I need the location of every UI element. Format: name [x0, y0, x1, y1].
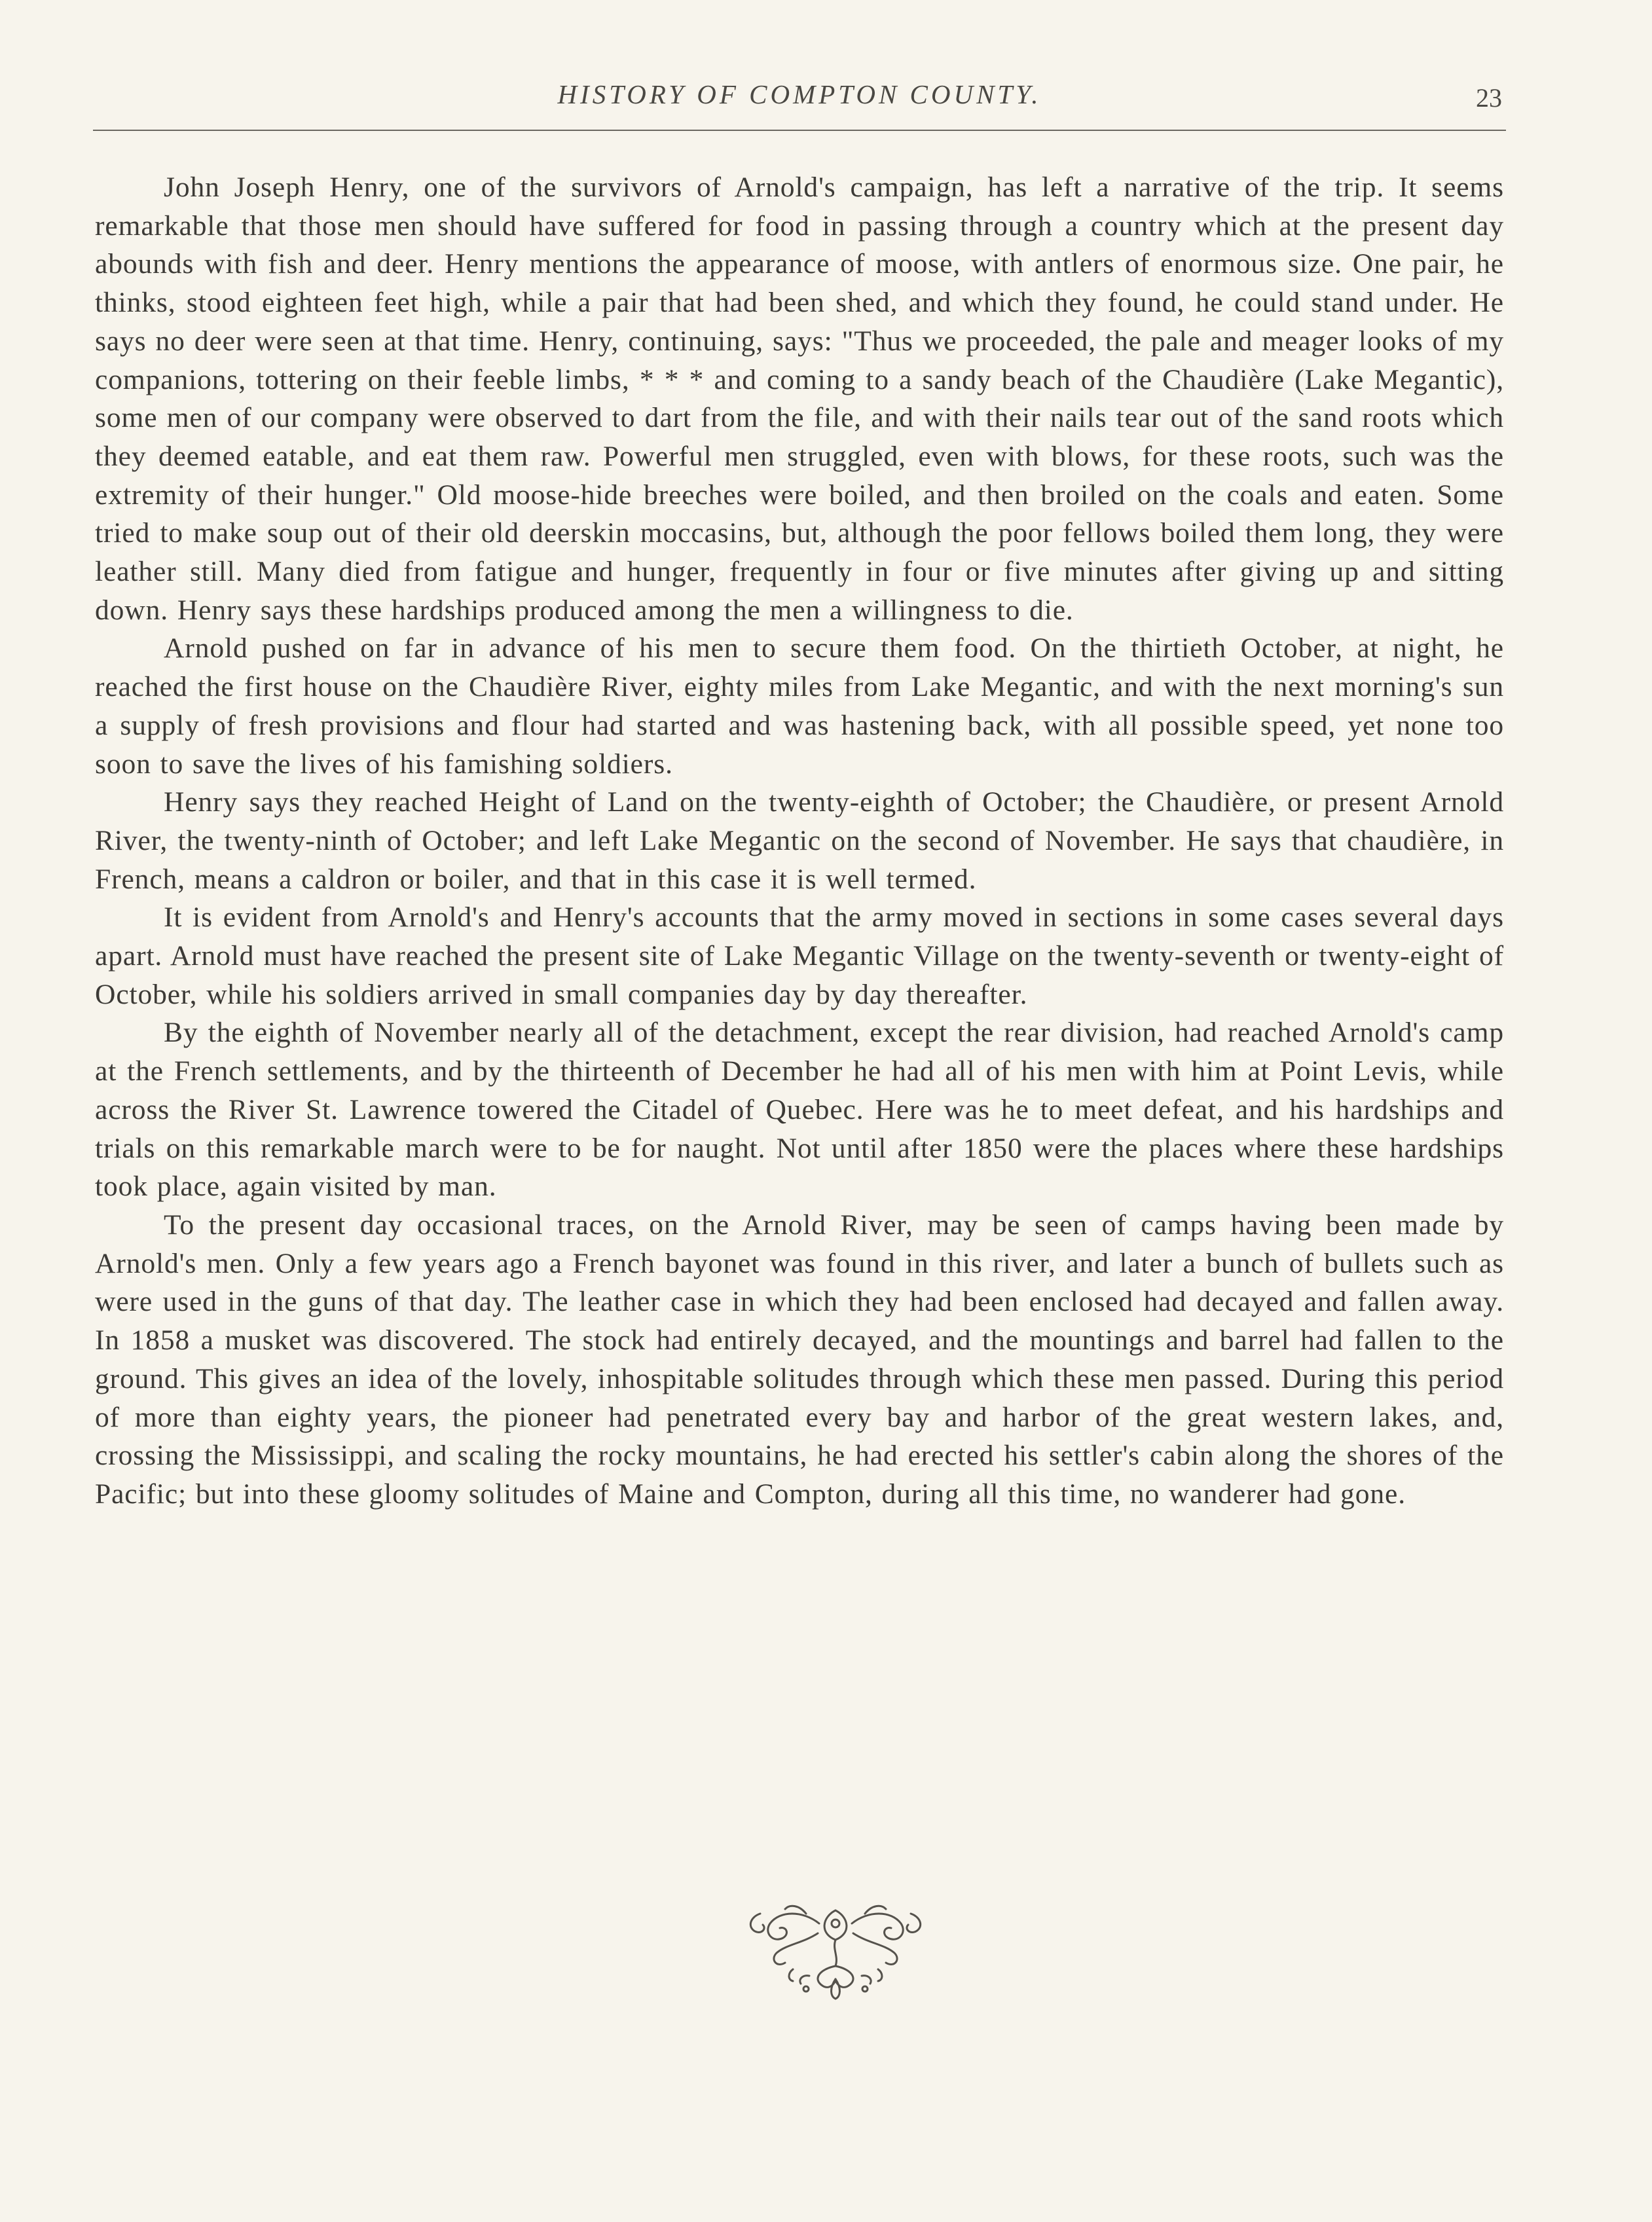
running-head [93, 79, 1506, 124]
paragraph-arnold-food: Arnold pushed on far in advance of his men to secure them food. On the thirtieth October, at night, he reached the first house on the Chaudière River, eighty miles from Lake Megantic, and with the next morning's sun a supply of fresh provisions and flour had started and was hastening back, with all possible speed, yet none too soon to save the lives of his famishing soldiers. [95, 632, 1504, 780]
body-text [95, 168, 1504, 1514]
page-number: 23 [1476, 83, 1502, 113]
paragraph-army-sections: It is evident from Arnold's and Henry's accounts that the army moved in sections in some cases several days apart. Arnold must have reached the present site of Lake Megantic Village on the twenty-seventh or twenty-eight of October, while his soldiers arrived in small companies day by day thereafter. [95, 902, 1504, 1010]
paragraph-traces: To the present day occasional traces, on the Arnold River, may be seen of camps having been made by Arnold's men. Only a few years ago a French bayonet was found in this river, and later a bunch of bullets such as were used in the guns of that day. The leather case in which they had been enclosed had decayed and fallen away. In 1858 a musket was discovered. The stock had entirely decayed, and the mountings and barrel had fallen to the ground. This gives an idea of the lovely, inhospitable solitudes through which these men passed. During this period of more than eighty years, the pioneer had penetrated every bay and harbor of the great western lakes, and, crossing the Mississippi, and scaling the rocky mountains, he had erected his settler's cabin along the shores of the Pacific; but into these gloomy solitudes of Maine and Compton, during all this time, no wanderer had gone. [95, 1209, 1504, 1510]
floral-tailpiece-icon [741, 1897, 930, 2002]
running-title: HISTORY OF COMPTON COUNTY. [557, 79, 1042, 109]
header-rule [93, 130, 1506, 131]
paragraph-height-of-land: Henry says they reached Height of Land on the twenty-eighth of October; the Chaudière, or present Arnold River, the twenty-ninth of October; and left Lake Megantic on the second of November. He says that chaudière, in French, means a caldron or boiler, and that in this case it is well termed. [95, 786, 1504, 895]
paragraph-quebec: By the eighth of November nearly all of the detachment, except the rear division, had reached Arnold's camp at the French settlements, and by the thirteenth of December he had all of his men with him at Point Levis, while across the River St. Lawrence towered the Citadel of Quebec. Here was he to meet defeat, and his hardships and trials on this remarkable march were to be for naught. Not until after 1850 were the places where these hardships took place, again visited by man. [95, 1017, 1504, 1203]
paragraph-henry-narrative: John Joseph Henry, one of the survivors of Arnold's campaign, has left a narrative of the trip. It seems remarkable that those men should have suffered for food in passing through a country which at the present day abounds with fish and deer. Henry mentions the appearance of moose, with antlers of enormous size. One pair, he thinks, stood eighteen feet high, while a pair that had been shed, and which they found, he could stand under. He says no deer were seen at that time. Henry, continuing, says: "Thus we proceeded, the pale and meager looks of my companions, tottering on their feeble limbs, * * * and coming to a sandy beach of the Chaudière (Lake Megantic), some men of our company were observed to dart from the file, and with their nails tear out of the sand roots which they deemed eatable, and eat them raw. Powerful men struggled, even with blows, for these roots, such was the extremity of their hunger." Old moose-hide breeches were boiled, and then broiled on the coals and eaten. Some tried to make soup out of their old deerskin moccasins, but, although the poor fellows boiled them long, they were leather still. Many died from fatigue and hunger, frequently in four or five minutes after giving up and sitting down. Henry says these hardships produced among the men a willingness to die. [95, 172, 1504, 626]
